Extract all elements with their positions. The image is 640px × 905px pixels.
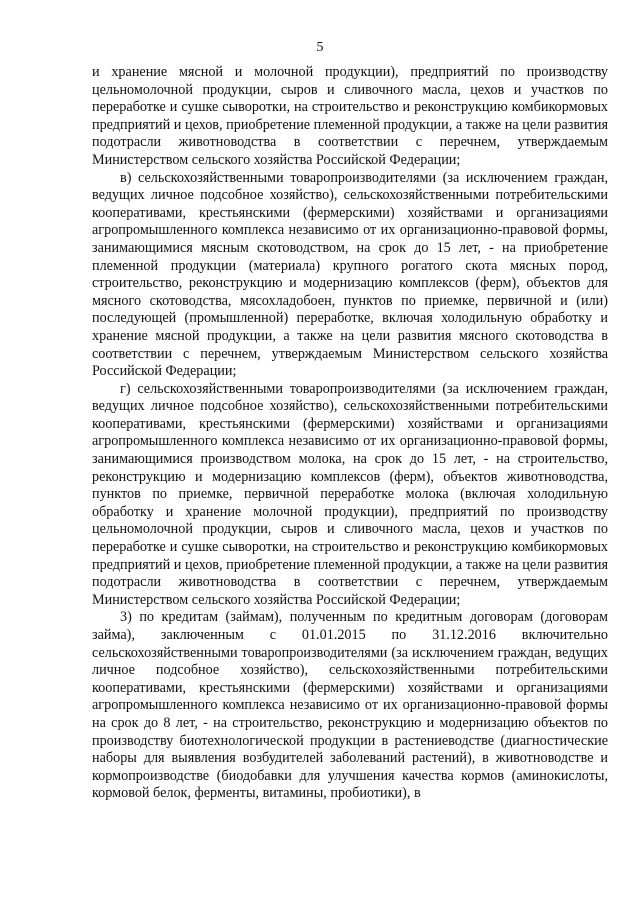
paragraph-item-3: 3) по кредитам (займам), полученным по кредитным договорам (договорам займа), заключенным с 01.01.2015 по 31.12.2016 включительно сельскохозяйственными товаропроизводителями (за исключением граждан, ведущих личное подсобное хозяйство), сельскохозяйственными потребительскими кооперативами, крестьянскими (фермерскими) хозяйствами и организациями агропромышленного комплекса независимо от их организационно-правовой формы на срок до 8 лет, - на строительство, реконструкцию и модернизацию объектов по производству биотехнологической продукции в растениеводстве (диагностические наборы для выявления возбудителей заболеваний растений), в животноводстве и кормопроизводстве (биодобавки для улучшения качества кормов (аминокислоты, кормовой белок, ферменты, витамины, пробиотики), в: [92, 609, 608, 802]
paragraph-continuation: и хранение мясной и молочной продукции), предприятий по производству цельномолочной продукции, сыров и сливочного масла, цехов и участков по переработке и сушке сыворотки, на строительство и реконструкцию комбикормовых предприятий и цехов, приобретение племенной продукции, а также на цели развития подотрасли животноводства в соответствии с перечнем, утверждаемым Министерством сельского хозяйства Российской Федерации;: [92, 64, 608, 168]
page-number: 5: [316, 40, 324, 55]
document-body: [92, 64, 608, 803]
paragraph-item-g: г) сельскохозяйственными товаропроизводителями (за исключением граждан, ведущих личное подсобное хозяйство), сельскохозяйственными потребительскими кооперативами, крестьянскими (фермерскими) хозяйствами и организациями агропромышленного комплекса независимо от их организационно-правовой формы, занимающимися производством молока, на срок до 15 лет, - на строительство, реконструкцию и модернизацию комплексов (ферм), объектов животноводства, пунктов по приемке, первичной переработке молока (включая холодильную обработку и хранение молочной продукции), предприятий по производству цельномолочной продукции, сыров и сливочного масла, цехов и участков по переработке и сушке сыворотки, на строительство и реконструкцию комбикормовых предприятий и цехов, приобретение племенной продукции, а также на цели развития подотрасли животноводства в соответствии с перечнем, утверждаемым Министерством сельского хозяйства Российской Федерации;: [92, 380, 608, 608]
paragraph-item-v: в) сельскохозяйственными товаропроизводителями (за исключением граждан, ведущих личное подсобное хозяйство), сельскохозяйственными потребительскими кооперативами, крестьянскими (фермерскими) хозяйствами и организациями агропромышленного комплекса независимо от их организационно-правовой формы, занимающимися мясным скотоводством, на срок до 15 лет, - на приобретение племенной продукции (материала) крупного рогатого скота мясных пород, строительство, реконструкцию и модернизацию комплексов (ферм), объектов для мясного скотоводства, мясохладобоен, пунктов по приемке, первичной и (или) последующей (промышленной) переработке, включая холодильную обработку и хранение мясной продукции, а также на цели развития мясного скотоводства в соответствии с перечнем, утверждаемым Министерством сельского хозяйства Российской Федерации;: [92, 169, 608, 380]
